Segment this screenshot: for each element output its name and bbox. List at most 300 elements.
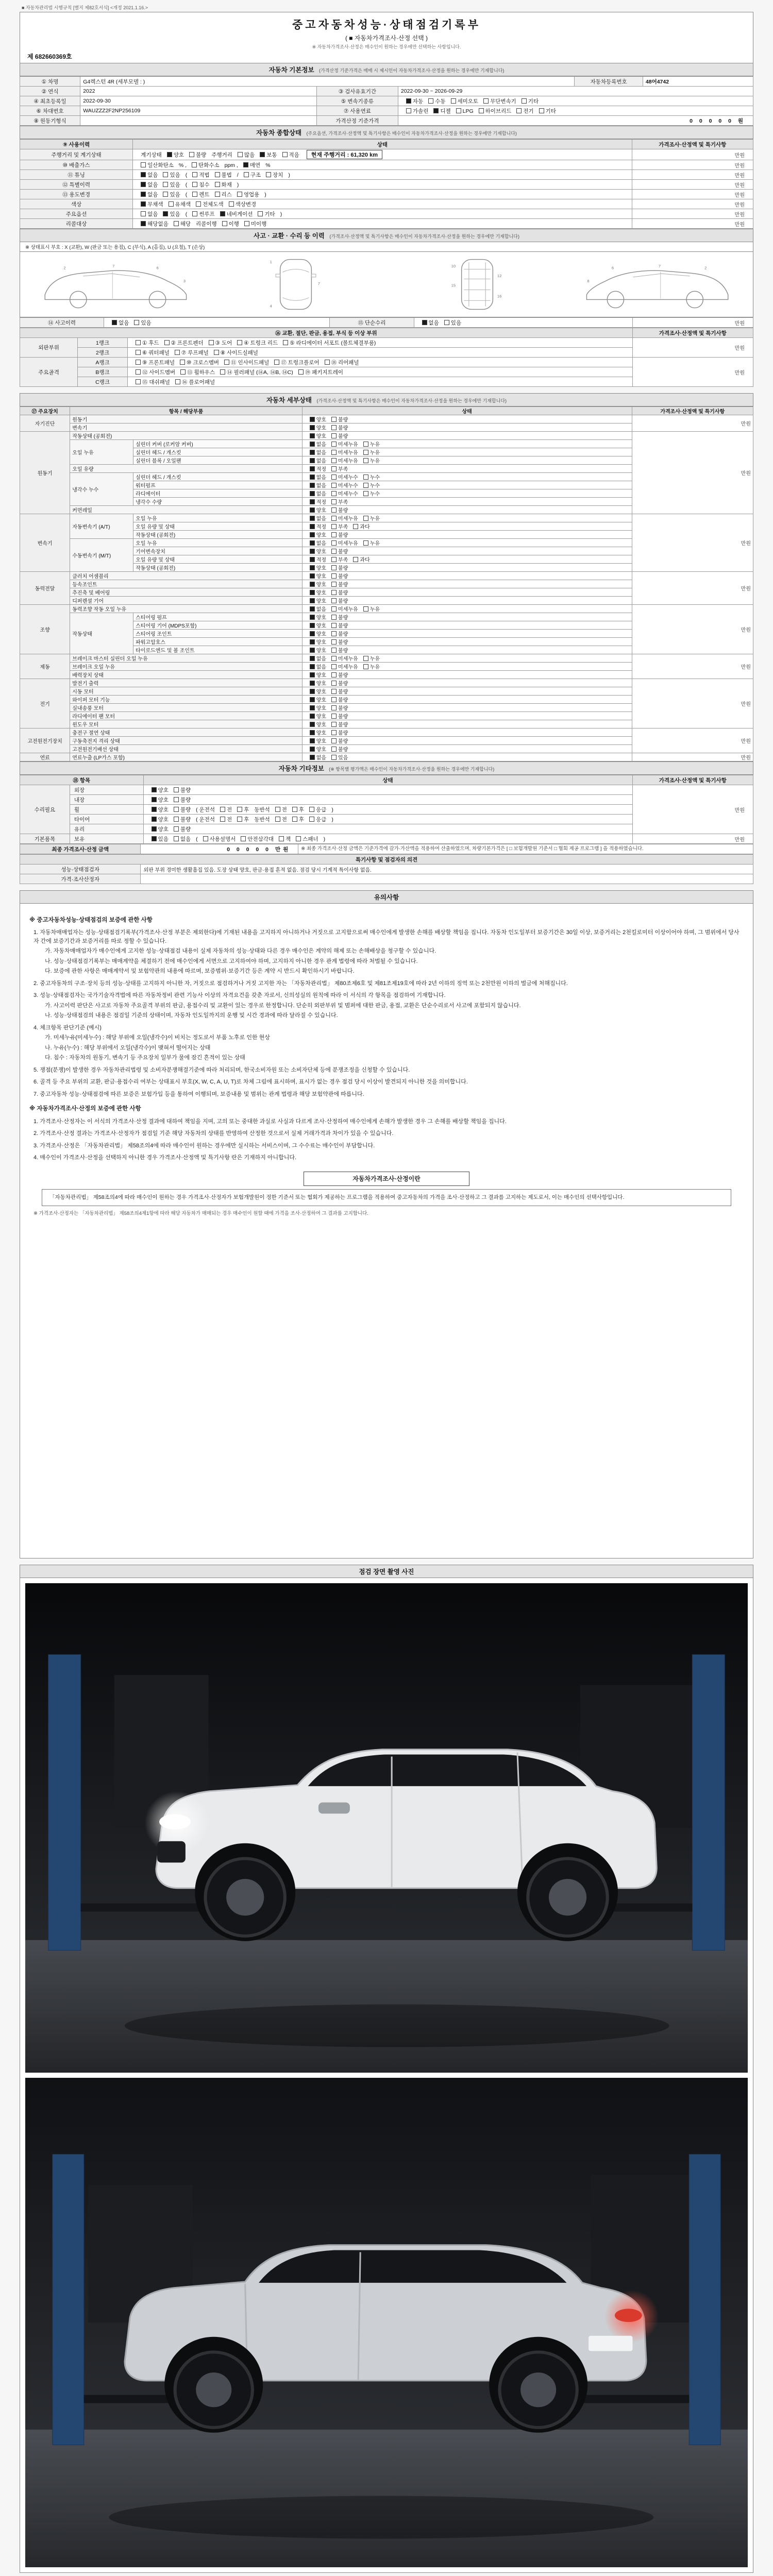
checkbox-label: ⑦ 루프패널 <box>181 349 209 356</box>
checkbox-label: 부족 <box>338 557 348 563</box>
table-row <box>20 874 753 884</box>
checkbox-label: 불법 <box>221 172 232 178</box>
checkbox-empty <box>174 836 179 841</box>
label-cell: 작동상태 (공회전) <box>133 564 303 572</box>
car-diagram-side-right <box>573 256 743 313</box>
checkbox-empty <box>244 221 249 226</box>
checkbox-label: 영업용 <box>243 191 260 198</box>
photo-1-scene <box>25 1583 748 2073</box>
checkbox-label: 없음 <box>316 492 327 497</box>
checkbox-empty <box>331 499 337 504</box>
checkbox-label: 누수 <box>369 492 380 497</box>
label-cell: WAUZZZ2F2NP256109 <box>80 106 317 116</box>
checkbox-label: 양호 <box>316 549 327 555</box>
checkbox-empty <box>224 360 229 365</box>
checkbox-label: ② 프론트펜더 <box>171 340 204 346</box>
section-title-text: 사고 · 교환 · 수리 등 이력 <box>254 232 325 240</box>
notice-paragraph: 3. 성능·상태점검자는 국가기술자격법에 따른 자동차정비 관련 기능사 이상의 자격요건을 갖춘 자로서, 신의성실의 원칙에 따라 이 서식의 각 항목을 점검하여 기재합니다. <box>33 992 446 999</box>
current-mileage-value: 현재 주행거리 : 61,320 km <box>307 150 382 159</box>
checkbox-label: 불량 <box>180 806 191 813</box>
checkbox-label: 잭 <box>285 836 291 842</box>
label-cell: 라디에이터 팬 모터 <box>70 712 302 720</box>
notice-paragraph: 나. 성능·상태점검의 내용은 점검일 기준의 상태이며, 자동차 인도일까지의 운행 및 시간 경과에 따라 달라질 수 있습니다. <box>45 1012 338 1019</box>
checkbox-label: 없음 <box>428 319 439 326</box>
label-cell: 추진축 및 베어링 <box>70 588 302 597</box>
svg-text:2: 2 <box>63 265 66 270</box>
notice-paragraph: 가. 자동차매매업자가 매수인에게 고지한 성능·상태점검 내용이 실제 자동차의 성능·상태와 다른 경우 매수인은 계약의 해제 또는 손해배상을 청구할 수 있습니다. <box>45 948 436 955</box>
label-cell: 클러치 어셈블리 <box>70 572 302 580</box>
checkbox-label: 장치 <box>273 172 283 178</box>
checkbox-empty <box>363 664 368 669</box>
checkbox-label: 양호 <box>316 673 327 679</box>
checkbox-empty <box>274 360 279 365</box>
label-cell: 자동차등록번호 <box>575 77 643 87</box>
label-cell: 보유 <box>70 834 143 844</box>
checkbox-empty <box>331 516 337 521</box>
state-cell <box>302 522 632 531</box>
state-text: ppm , <box>224 162 238 168</box>
checkbox-empty <box>174 797 179 802</box>
checkbox-label: 양호 <box>316 640 327 646</box>
state-cell <box>143 824 632 834</box>
state-cell <box>302 671 632 679</box>
checkbox-label: 부족 <box>338 500 348 505</box>
checkbox-label: 탄화수소 <box>198 162 220 168</box>
label-cell: 자동변속기 (A/T) <box>70 514 133 539</box>
checkbox-empty <box>331 417 337 422</box>
price-cell: 만원 <box>632 160 753 170</box>
checkbox-label: 전 <box>226 806 232 813</box>
basic-info-table <box>20 76 753 126</box>
label-cell: 실린더 블록 / 오일팬 <box>133 456 303 465</box>
label-cell: A랭크 <box>78 358 128 367</box>
label-cell: 1랭크 <box>78 338 128 348</box>
checkbox-label: 없음 <box>316 541 327 547</box>
checkbox-label: 양호 <box>316 590 327 596</box>
label-cell: 제동 <box>20 654 70 679</box>
notice-paragraph: 2. 중고자동차의 구조·장치 등의 성능·상태를 고지하지 아니한 자, 거짓으로 점검하거나 거짓 고지한 자는 「자동차관리법」 제80조제6호 및 제81조제19호에 따라 2년 이하의 징역 또는 2천만원 이하의 벌금에 처해집니다. <box>33 980 568 987</box>
checkbox-label: 누유 <box>369 459 380 464</box>
state-cell <box>302 506 632 514</box>
state-cell <box>127 338 632 348</box>
state-text: 주행거리 <box>211 152 232 158</box>
checkbox-label: 없음 <box>316 442 327 448</box>
checkbox-empty <box>331 705 337 710</box>
checkbox-checked <box>310 598 315 603</box>
label-cell: 냉각수 누수 <box>70 473 133 506</box>
checkbox-empty <box>282 152 288 157</box>
notice-paragraph: 자동차가격조사·산정이란 <box>304 1172 469 1186</box>
state-cell <box>302 597 632 605</box>
price-cell: 만원 <box>632 338 753 358</box>
label-cell: 2022-09-30 <box>80 96 317 106</box>
checkbox-label: 불량 <box>338 722 348 728</box>
page-subtitle: ( ■ 자동차가격조사·산정 선택 ) <box>345 35 428 42</box>
label-cell: 윈도우 모터 <box>70 720 302 728</box>
state-text: % , <box>178 162 187 168</box>
state-cell <box>133 180 632 190</box>
checkbox-empty <box>363 491 368 496</box>
checkbox-label: 없음 <box>316 607 327 613</box>
state-cell <box>302 456 632 465</box>
checkbox-label: 스패너 <box>303 836 318 842</box>
label-cell: ⑧ 원동기형식 <box>20 116 80 126</box>
checkbox-label: 과다 <box>360 524 370 530</box>
checkbox-checked <box>433 108 439 113</box>
state-cell <box>302 440 632 448</box>
table-row <box>20 605 753 613</box>
label-cell: 2022-09-30 ~ 2026-09-29 <box>398 87 753 96</box>
label-cell: 내장 <box>70 795 143 805</box>
checkbox-label: 누유 <box>369 442 380 448</box>
checkbox-label: 적정 <box>316 524 327 530</box>
checkbox-label: 양호 <box>316 731 327 736</box>
state-cell <box>104 318 330 328</box>
title-block <box>20 12 753 63</box>
checkbox-label: 없음 <box>147 172 158 178</box>
svg-text:10: 10 <box>451 263 456 268</box>
checkbox-label: ④ 트렁크 리드 <box>244 340 278 346</box>
section-title-note: (가격산정 기준가격은 매매 시 제시인이 자동차가격조사·산정을 원하는 경우에만 기재합니다) <box>319 68 505 73</box>
state-cell <box>127 367 632 377</box>
notice-paragraph: 4. 체크항목 판단기준 (예시) <box>33 1024 102 1031</box>
checkbox-empty <box>363 483 368 488</box>
checkbox-empty <box>136 379 141 384</box>
state-cell <box>414 318 632 328</box>
checkbox-empty <box>331 697 337 702</box>
checkbox-empty <box>331 606 337 612</box>
checkbox-empty <box>444 320 449 325</box>
section-title-note: (가격조사·산정액 및 특기사항은 매수인이 자동차가격조사·산정을 원하는 경우에만 기재합니다) <box>316 398 507 403</box>
notice-paragraph: 다. 침수 : 자동차의 원동기, 변속기 등 주요장치 일부가 물에 잠긴 흔적이 있는 상태 <box>45 1055 245 1061</box>
table-row <box>20 844 753 854</box>
checkbox-empty <box>451 98 456 104</box>
checkbox-checked <box>310 417 315 422</box>
checkbox-label: 해당없음 <box>147 221 169 227</box>
checkbox-checked <box>141 172 146 177</box>
checkbox-empty <box>331 573 337 579</box>
svg-text:8: 8 <box>587 279 590 284</box>
state-cell <box>302 753 632 761</box>
checkbox-checked <box>310 433 315 438</box>
checkbox-label: 전 <box>281 806 287 813</box>
checkbox-label: 양호 <box>158 787 169 793</box>
checkbox-empty <box>175 350 180 355</box>
checkbox-label: 없음 <box>180 836 191 842</box>
checkbox-empty <box>174 817 179 822</box>
checkbox-label: 불량 <box>338 549 348 555</box>
checkbox-label: 양호 <box>316 599 327 604</box>
car-diagram-top <box>211 256 381 313</box>
state-text: ( <box>185 191 188 198</box>
checkbox-label: 불량 <box>338 590 348 596</box>
checkbox-empty <box>331 433 337 438</box>
checkbox-empty <box>136 350 141 355</box>
price-cell: 만원 <box>632 834 753 844</box>
checkbox-label: 미세누유 <box>338 656 358 662</box>
state-cell <box>133 170 632 180</box>
label-cell: 가격조사·산정액 및 특기사항 <box>632 775 753 785</box>
checkbox-empty <box>331 730 337 735</box>
section-basic-title <box>20 63 753 76</box>
label-cell: ※ 최종 가격조사·산정 금액은 기준가격에 감가·가산액을 적용하여 산출하였으며, 차량기본가격은 [ □ 보험개발원 기준서 □ 협회 제공 프로그램 ] 을 적용하였습니다. <box>298 844 753 854</box>
checkbox-label: ③ 도어 <box>215 340 232 346</box>
checkbox-label: 응급 <box>316 806 327 813</box>
state-cell <box>127 358 632 367</box>
label-cell: 성능·상태점검자 <box>20 865 141 874</box>
state-cell <box>133 219 632 229</box>
label-cell: ⑫ 특별이력 <box>20 180 133 190</box>
price-cell: 만원 <box>632 170 753 180</box>
checkbox-label: 누유 <box>369 665 380 670</box>
state-cell <box>302 432 632 440</box>
state-cell <box>302 737 632 745</box>
checkbox-label: 기타 <box>528 98 539 105</box>
label-cell: 2022 <box>80 87 317 96</box>
checkbox-label: 불량 <box>180 816 191 823</box>
checkbox-label: 미세누수 <box>338 492 358 497</box>
checkbox-label: 없음 <box>316 475 327 481</box>
label-cell <box>80 116 317 126</box>
car-diagrams <box>20 252 753 317</box>
checkbox-label: 무채색 <box>147 201 163 208</box>
checkbox-label: 후 <box>244 816 249 823</box>
inspection-photo-2 <box>25 2078 748 2567</box>
checkbox-checked <box>310 705 315 710</box>
checkbox-checked <box>310 606 315 612</box>
checkbox-label: 없음 <box>316 656 327 662</box>
checkbox-checked <box>310 425 315 430</box>
state-text: ) <box>280 211 282 217</box>
checkbox-empty <box>331 466 337 471</box>
state-text: ( <box>185 172 188 178</box>
checkbox-empty <box>215 182 220 187</box>
notice-paragraph: 1. 가격조사·산정자는 이 서식의 가격조사·산정 결과에 대하여 책임을 지며, 고의 또는 중대한 과실로 사실과 다르게 조사·산정하여 매수인에게 손해가 발생한 경우 그 손해를 배상할 책임을 집니다. <box>33 1118 507 1125</box>
section-title-note: (주요옵션, 가격조사·산정액 및 특기사항은 매수인이 자동차가격조사·산정을 원하는 경우에만 기재합니다) <box>306 131 517 136</box>
checkbox-label: 구조 <box>250 172 261 178</box>
state-cell <box>133 190 632 199</box>
checkbox-label: 불량 <box>180 826 191 833</box>
checkbox-checked <box>310 631 315 636</box>
checkbox-label: 해당 <box>180 221 191 227</box>
label-cell: ⑦ 사용연료 <box>316 106 398 116</box>
checkbox-label: 양호 <box>316 681 327 687</box>
exchange-repair-table <box>20 328 753 387</box>
checkbox-label: 미세누유 <box>338 450 358 456</box>
checkbox-label: 하이브리드 <box>485 108 512 114</box>
form-reference: ■ 자동차관리법 시행규칙 [별지 제82호서식] <개정 2021.1.16.> <box>22 5 148 10</box>
document-page <box>20 0 753 2576</box>
checkbox-label: 있음 <box>170 191 180 198</box>
checkbox-label: 불량 <box>338 599 348 604</box>
svg-text:7: 7 <box>317 281 321 286</box>
checkbox-label: 양호 <box>316 566 327 571</box>
checkbox-checked <box>112 320 117 325</box>
table-row <box>20 106 753 116</box>
label-cell: 조향 <box>20 605 70 654</box>
checkbox-empty <box>331 755 337 760</box>
state-cell <box>133 199 632 209</box>
checkbox-label: 렌트 <box>199 191 210 198</box>
checkbox-label: 양호 <box>158 806 169 813</box>
checkbox-checked <box>310 524 315 529</box>
table-row <box>20 834 753 844</box>
lift-post-right <box>692 1655 725 1951</box>
checkbox-empty <box>331 442 337 447</box>
checkbox-empty <box>258 211 263 216</box>
state-cell <box>302 654 632 663</box>
checkbox-empty <box>136 360 141 365</box>
svg-text:7: 7 <box>112 263 115 268</box>
label-cell: 주행거리 및 계기상태 <box>20 149 133 160</box>
checkbox-label: 있음 <box>158 836 169 842</box>
checkbox-checked <box>260 152 265 157</box>
photo-2-scene <box>25 2078 748 2567</box>
table-row <box>20 679 753 687</box>
checkbox-label: 적정 <box>316 467 327 472</box>
label-cell: 오일 누유 <box>133 539 303 547</box>
label-cell: 오일 유량 및 상태 <box>133 555 303 564</box>
label-cell: 파워고압호스 <box>133 638 303 646</box>
label-cell: 전기 <box>20 679 70 728</box>
label-cell: 실린더 헤드 / 개스킷 <box>133 473 303 481</box>
checkbox-empty <box>331 722 337 727</box>
checkbox-label: 불량 <box>338 706 348 711</box>
checkbox-label: 없음 <box>316 665 327 670</box>
label-cell: 가격산정 기준가격 <box>316 116 398 126</box>
checkbox-label: LPG <box>462 108 474 114</box>
checkbox-label: ⑥ 쿼터패널 <box>142 349 170 356</box>
table-row <box>20 170 753 180</box>
checkbox-label: 후 <box>298 806 305 813</box>
checkbox-label: 없음 <box>119 319 129 326</box>
checkbox-label: 보통 <box>266 152 277 158</box>
label-cell <box>141 874 753 884</box>
checkbox-label: 수동 <box>435 98 446 105</box>
label-cell: 상태 <box>143 775 632 785</box>
checkbox-empty <box>325 360 330 365</box>
label-cell: 동력전달 <box>20 572 70 605</box>
checkbox-checked <box>310 648 315 653</box>
label-cell: 라디에이터 <box>133 489 303 498</box>
checkbox-label: 전 <box>281 816 287 823</box>
checkbox-label: 있음 <box>141 319 152 326</box>
notice-paragraph: 6. 골격 등 주요 부위의 교환, 판금·용접수리 여부는 상태표시 부호(X, W, C, A, U, T)로 차체 그림에 표시하며, 표시가 없는 경우 점검 당시 이상이 발견되지 아니한 것을 의미합니다. <box>33 1079 468 1086</box>
checkbox-empty <box>331 590 337 595</box>
table-row <box>20 407 753 415</box>
state-text: ) <box>323 836 326 842</box>
checkbox-label: 양호 <box>316 426 327 431</box>
section-overall-title <box>20 126 753 139</box>
label-cell: 구동축전지 격리 상태 <box>70 737 302 745</box>
section-title-text: 자동차 기본정보 <box>268 66 314 74</box>
state-cell <box>302 465 632 473</box>
checkbox-label: 누유 <box>369 656 380 662</box>
notice-paragraph: 가. 사고이력 판단은 사고로 자동차 주요골격 부위의 판금, 용접수리 및 교환이 있는 경우로 한정합니다. 단순히 외판부위 및 범퍼에 대한 판금, 용접, 교환은 단순수리로서 사고에 포함되지 않습니다. <box>45 1002 521 1009</box>
state-cell <box>302 588 632 597</box>
svg-text:12: 12 <box>497 273 502 278</box>
label-cell: ⑨ 사용이력 <box>20 140 133 149</box>
page-subnote: ※ 자동차가격조사·산정은 매수인이 원하는 경우에만 선택하는 사항입니다. <box>312 44 461 49</box>
checkbox-label: 화재 <box>221 181 232 188</box>
table-row <box>20 328 753 338</box>
price-cell: 만원 <box>632 785 753 834</box>
label-cell: 오일 누유 <box>70 440 133 465</box>
checkbox-label: 침수 <box>199 181 210 188</box>
price-cell: 만원 <box>632 572 753 605</box>
state-cell <box>302 687 632 696</box>
label-cell: 작동상태 <box>70 613 133 654</box>
label-cell: 디퍼렌셜 기어 <box>70 597 302 605</box>
checkbox-label: 미세누유 <box>338 665 358 670</box>
checkbox-empty <box>174 221 179 226</box>
checkbox-label: 양호 <box>158 796 169 803</box>
label-cell: ⑭ 사고이력 <box>20 318 104 328</box>
checkbox-label: 안전삼각대 <box>247 836 274 842</box>
checkbox-label: 누유 <box>369 450 380 456</box>
table-row <box>20 180 753 190</box>
checkbox-empty <box>331 507 337 513</box>
checkbox-empty <box>292 817 297 822</box>
checkbox-label: 적법 <box>199 172 210 178</box>
photos-section <box>20 1578 753 2573</box>
table-row <box>20 865 753 874</box>
notice-paragraph: 1. 자동차매매업자는 성능·상태점검기록부(가격조사·산정 부분은 제외한다)에 기재된 내용을 고지하지 아니하거나 거짓으로 고지함으로써 매수인에게 발생한 손해를 배상할 책임을 집니다. 자동차 인도일부터 보증기간은 30일 이상, 보증거리는 2천킬로미터 이상이어야 하며, 그 범위에서 당사자 간에 보증기간과 보증거리를 따로 정할 수 있습니다. <box>33 929 740 944</box>
checkbox-label: 매연 <box>249 162 261 168</box>
state-cell <box>133 160 632 170</box>
section-detail-title <box>20 393 753 406</box>
price-cell: 만원 <box>632 753 753 761</box>
checkbox-label: 양호 <box>316 714 327 720</box>
checkbox-checked <box>310 615 315 620</box>
checkbox-label: 네비게이션 <box>226 211 253 217</box>
checkbox-empty <box>331 483 337 488</box>
price-cell: 만원 <box>632 679 753 728</box>
notice-paragraph: 다. 보증에 관한 사항은 매매계약서 및 보험약관의 내용에 따르며, 보증범위·보증기간 등은 계약 시 반드시 확인하시기 바랍니다. <box>45 968 355 975</box>
notice-paragraph: 7. 중고자동차 성능·상태점검에 따른 보증은 보험가입 등을 통하여 이행되며, 보증내용 및 범위는 관계 법령과 해당 보험약관에 따릅니다. <box>33 1091 364 1097</box>
checkbox-label: 부족 <box>338 467 348 472</box>
table-row <box>20 728 753 737</box>
checkbox-label: ⑩ 크로스멤버 <box>187 359 220 366</box>
checkbox-empty <box>363 442 368 447</box>
checkbox-empty <box>331 540 337 546</box>
checkbox-checked <box>152 817 157 822</box>
checkbox-empty <box>244 172 249 177</box>
checkbox-empty <box>363 606 368 612</box>
checkbox-label: 응급 <box>316 816 327 823</box>
svg-text:6: 6 <box>612 265 614 270</box>
label-cell: 색상 <box>20 199 133 209</box>
checkbox-empty <box>331 549 337 554</box>
label-cell: 연료 <box>20 753 70 761</box>
label-cell: 상태 <box>133 140 632 149</box>
state-cell <box>143 805 632 815</box>
photos-title: 점검 장면 촬영 사진 <box>20 1565 753 1578</box>
checkbox-label: 자동 <box>412 98 424 105</box>
checkbox-empty <box>192 192 197 197</box>
checkbox-label: 미세누유 <box>338 442 358 448</box>
state-cell <box>302 423 632 432</box>
notice-paragraph: 가. 미세누유(미세누수) : 해당 부위에 오일(냉각수)이 비치는 정도로서 부품 노후로 인한 현상 <box>45 1035 270 1041</box>
checkbox-empty <box>279 836 284 841</box>
checkbox-empty <box>428 98 433 104</box>
svg-text:6: 6 <box>156 265 159 270</box>
price-cell: 만원 <box>632 180 753 190</box>
checkbox-label: 없음 <box>316 483 327 489</box>
checkbox-label: 불량 <box>338 533 348 538</box>
car-diagram-side-left <box>30 256 200 313</box>
label-cell: 타이어 <box>70 815 143 824</box>
